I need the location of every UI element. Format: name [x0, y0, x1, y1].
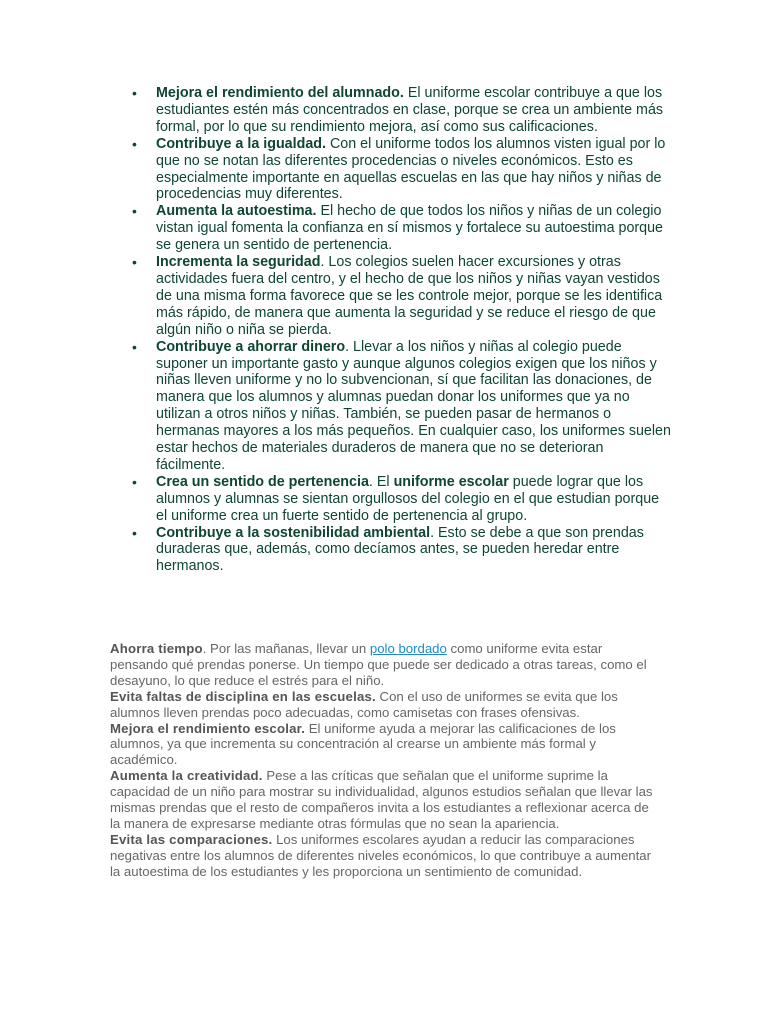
- item-heading: Aumenta la autoestima.: [156, 203, 317, 220]
- paragraph-text: Los uniformes escolares ayudan a reducir las comparaciones negativas entre los alumnos de diferentes niveles económicos, lo que contribuye a aumentar la autoestima de los estudiantes y les proporciona un sentimiento de comunidad.: [110, 831, 652, 879]
- item-text: . El: [368, 473, 394, 490]
- paragraph-text: El uniforme ayuda a mejorar las calificaciones de los alumnos, ya que incrementa su concentración al crearse un ambiente más formal y académico.: [110, 720, 616, 768]
- item-text: El uniforme escolar contribuye a que los estudiantes estén más concentrados en clase, porque se crea un ambiente más formal, por lo que su rendimiento mejora, así como sus calificaciones.: [156, 85, 664, 135]
- item-text: El hecho de que todos los niños y niñas de un colegio vistan igual fomenta la confianza en sí mismos y fortalece su autoestima porque se genera un sentido de pertenencia.: [156, 203, 664, 254]
- benefits-list: [131, 85, 671, 575]
- list-item: [131, 525, 671, 576]
- list-item: [131, 85, 671, 136]
- paragraph-heading: Evita las comparaciones.: [110, 831, 273, 847]
- paragraph-text: Pese a las críticas que señalan que el uniforme suprime la capacidad de un niño para mostrar su individualidad, algunos estudios señalan que llevar las mismas prendas que el resto de compañeros invita a los estudiantes a reflexionar acerca de la manera de expresarse mediante otras fórmulas que no sean la apariencia.: [110, 768, 653, 831]
- paragraph: [110, 721, 662, 769]
- paragraph-heading: Aumenta la creatividad.: [110, 768, 263, 784]
- bullet-icon: •: [132, 254, 137, 271]
- paragraph-text: como uniforme evita estar pensando qué prendas ponerse. Un tiempo que puede ser dedicado a otras tareas, como el desayuno, lo que reduce el estrés para el niño.: [110, 641, 647, 688]
- list-item: [131, 136, 671, 204]
- item-heading: Contribuye a ahorrar dinero: [156, 338, 346, 355]
- paragraph: [110, 832, 662, 880]
- advantages-section: [110, 641, 662, 880]
- bullet-icon: •: [132, 473, 137, 490]
- list-item: [131, 203, 671, 254]
- bullet-icon: •: [132, 524, 137, 541]
- paragraph-text: Con el uso de uniformes se evita que los alumnos lleven prendas poco adecuadas, como camisetas con frases ofensivas.: [110, 688, 618, 720]
- polo-bordado-link[interactable]: polo bordado: [369, 641, 447, 656]
- item-heading: Contribuye a la sostenibilidad ambiental: [156, 524, 431, 541]
- bullet-icon: •: [132, 85, 137, 101]
- item-text: . Los colegios suelen hacer excursiones y otras actividades fuera del centro, y el hecho de que los niños y niñas vayan vestidos de una misma forma favorece que se les controle mejor, porque se les identifica más rápido, de manera que aumenta la seguridad y se reduce el riesgo de que algún niño o niña se pierda.: [156, 254, 663, 338]
- paragraph: [110, 641, 662, 689]
- paragraph-heading: Mejora el rendimiento escolar.: [110, 720, 306, 736]
- paragraph-heading: Evita faltas de disciplina en las escuelas.: [110, 688, 376, 704]
- list-item: [131, 339, 671, 474]
- paragraph-heading: Ahorra tiempo: [110, 641, 203, 656]
- item-heading: Incrementa la seguridad: [156, 254, 321, 271]
- paragraph: [110, 768, 662, 832]
- item-text: puede lograr que los alumnos y alumnas se sientan orgullosos del colegio en el que estudian porque el uniforme crea un fuerte sentido de pertenencia al grupo.: [156, 473, 660, 524]
- item-heading: Crea un sentido de pertenencia: [156, 473, 369, 490]
- item-text: . Esto se debe a que son prendas duraderas que, además, como decíamos antes, se pueden heredar entre hermanos.: [156, 524, 644, 575]
- list-item: [131, 254, 671, 339]
- paragraph: [110, 689, 662, 721]
- item-heading: Contribuye a la igualdad.: [156, 135, 326, 152]
- item-heading: Mejora el rendimiento del alumnado.: [156, 85, 404, 101]
- item-text: Con el uniforme todos los alumnos visten igual por lo que no se notan las diferentes procedencias o niveles económicos. Esto es especialmente importante en aquellas escuelas en las que hay niños y niñas de procedencias muy diferentes.: [156, 135, 666, 203]
- bullet-icon: •: [132, 203, 137, 220]
- bullet-icon: •: [132, 338, 137, 355]
- paragraph-text: . Por las mañanas, llevar un: [202, 641, 370, 656]
- list-item: [131, 474, 671, 525]
- bullet-icon: •: [132, 135, 137, 152]
- item-text: . Llevar a los niños y niñas al colegio puede suponer un importante gasto y aunque algunos colegios exigen que los niños y niñas lleven uniforme y no lo subvencionan, sí que facilitan las donaciones, de manera que los alumnos y alumnas puedan donar los uniformes que ya no utilizan a otros niños y niñas. También, se pueden pasar de hermanos o hermanas mayores a los más pequeños. En cualquier caso, los uniformes suelen estar hechos de materiales duraderos de manera que no se deterioran fácilmente.: [156, 338, 671, 473]
- item-emphasis: uniforme escolar: [393, 473, 509, 490]
